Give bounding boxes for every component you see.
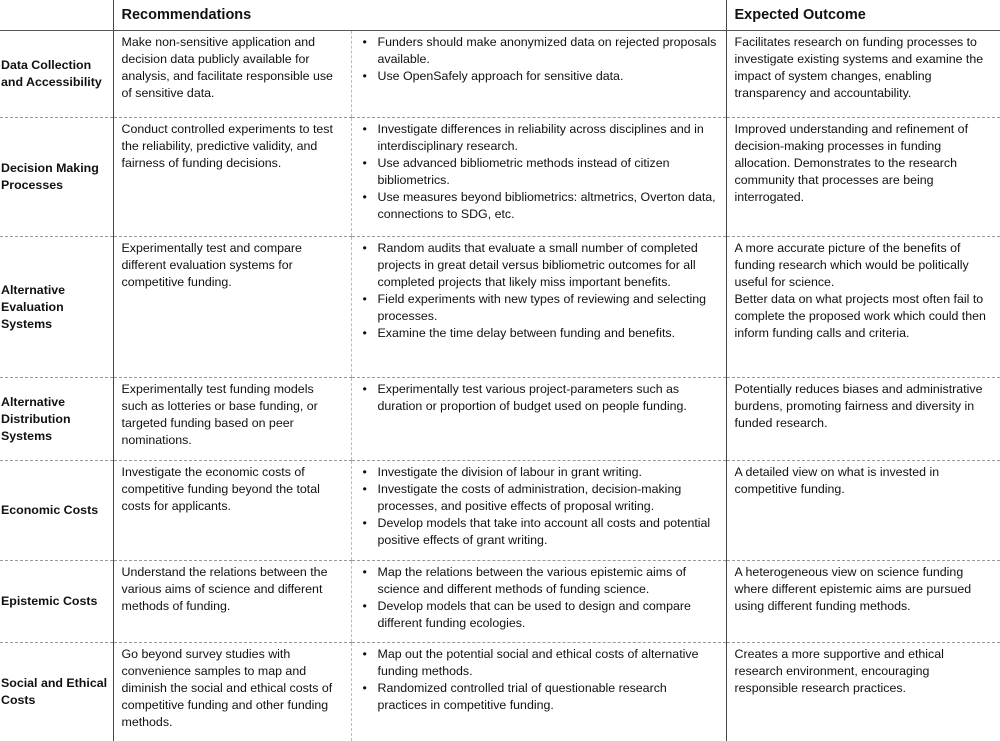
bullet-item: [362, 515, 718, 549]
bullet-text: Investigate the division of labour in grant writing.: [377, 465, 642, 479]
bullet-dot: •: [362, 647, 367, 661]
bullet-dot: •: [362, 156, 367, 170]
category-cell: Social and Ethical Costs: [0, 643, 113, 741]
recommendation-cell: Go beyond survey studies with convenience samples to map and diminish the social and ethical costs of competitive funding and other funding methods.: [121, 647, 333, 729]
bullet-dot: •: [362, 565, 367, 579]
bullet-list: [360, 564, 718, 632]
header-recommendations: Recommendations: [113, 0, 726, 31]
category-cell: Data Collection and Accessibility: [0, 31, 113, 118]
detail-bullets-cell: [351, 643, 726, 741]
bullet-dot: •: [362, 122, 367, 136]
outcome-cell: [726, 461, 1000, 561]
detail-bullets-cell: [351, 461, 726, 561]
bullet-dot: •: [362, 599, 367, 613]
table-row: [0, 237, 1000, 378]
recommendation-cell: Make non-sensitive application and decision data publicly available for analysis, and facilitate responsible use of sensitive data.: [113, 31, 351, 118]
bullet-list: [360, 464, 718, 549]
bullet-text: Use advanced bibliometric methods instead of citizen bibliometrics.: [377, 156, 670, 187]
category-cell: Decision Making Processes: [0, 118, 113, 237]
bullet-list: [360, 121, 718, 223]
bullet-item: [362, 68, 718, 85]
header-row: [0, 0, 1000, 31]
bullet-text: Random audits that evaluate a small number of completed projects in great detail versus bibliometric outcomes for all completed projects that likely miss important benefits.: [377, 241, 698, 289]
bullet-text: Develop models that can be used to design and compare different funding ecologies.: [377, 599, 691, 630]
bullet-dot: •: [362, 382, 367, 396]
bullet-list: [360, 381, 718, 415]
header-category: [0, 0, 113, 31]
bullet-item: [362, 155, 718, 189]
outcome-text: Facilitates research on funding processes to investigate existing systems and examine the impact of system changes, enabling transparency and accountability.: [734, 35, 984, 100]
bullet-item: [362, 598, 718, 632]
outcome-cell: [726, 237, 1000, 378]
bullet-text: Map out the potential social and ethical costs of alternative funding methods.: [377, 647, 699, 678]
bullet-text: Randomized controlled trial of questionable research practices in competitive funding.: [377, 681, 667, 712]
bullet-dot: •: [362, 465, 367, 479]
outcome-text: Better data on what projects most often fail to complete the proposed work which could then inform funding calls and criteria.: [734, 292, 986, 340]
outcome-text: Improved understanding and refinement of decision-making processes in funding allocation. Demonstrates to the research community that processes are being interrogated.: [734, 122, 969, 204]
bullet-dot: •: [362, 241, 367, 255]
bullet-item: [362, 464, 718, 481]
outcome-text: A detailed view on what is invested in competitive funding.: [734, 465, 940, 496]
outcome-cell: [726, 118, 1000, 237]
category-cell: Economic Costs: [0, 461, 113, 561]
bullet-item: [362, 121, 718, 155]
outcome-text: A heterogeneous view on science funding where different epistemic aims are pursued using different funding methods.: [734, 565, 972, 613]
bullet-item: [362, 680, 718, 714]
bullet-text: Investigate the costs of administration, decision-making processes, and positive effects of proposal writing.: [377, 482, 682, 513]
category-cell: Epistemic Costs: [0, 561, 113, 643]
bullet-dot: •: [362, 35, 367, 49]
bullet-dot: •: [362, 681, 367, 695]
table-row: [0, 461, 1000, 561]
recommendation-cell: Conduct controlled experiments to test the reliability, predictive validity, and fairness of funding decisions.: [113, 118, 351, 237]
bullet-dot: •: [362, 69, 367, 83]
outcome-cell: [726, 561, 1000, 643]
detail-bullets-cell: [351, 237, 726, 378]
bullet-text: Funders should make anonymized data on rejected proposals available.: [377, 35, 717, 66]
bullet-item: [362, 189, 718, 223]
bullet-text: Use OpenSafely approach for sensitive data.: [377, 69, 624, 83]
bullet-dot: •: [362, 516, 367, 530]
outcome-cell: [726, 378, 1000, 461]
category-cell: Alternative Evaluation Systems: [0, 237, 113, 378]
table-row: [0, 378, 1000, 461]
table-row: [0, 643, 1000, 741]
table-row: [0, 118, 1000, 237]
bullet-text: Investigate differences in reliability across disciplines and in interdisciplinary research.: [377, 122, 704, 153]
detail-bullets-cell: [351, 378, 726, 461]
bullet-item: [362, 291, 718, 325]
bullet-text: Map the relations between the various epistemic aims of science and different methods of funding science.: [377, 565, 687, 596]
bullet-dot: •: [362, 482, 367, 496]
detail-bullets-cell: [351, 118, 726, 237]
recommendation-cell: Experimentally test funding models such as lotteries or base funding, or targeted funding based on peer nominations.: [113, 378, 351, 461]
detail-bullets-cell: [351, 561, 726, 643]
outcome-text: Creates a more supportive and ethical research environment, encouraging responsible research practices.: [734, 647, 944, 695]
bullet-dot: •: [362, 326, 367, 340]
table-body: [0, 31, 1000, 741]
bullet-item: [362, 381, 718, 415]
bullet-dot: •: [362, 292, 367, 306]
table-row: [0, 31, 1000, 118]
recommendation-cell: Investigate the economic costs of competitive funding beyond the total costs for applicants.: [113, 461, 351, 561]
header-expected-outcome: Expected Outcome: [726, 0, 1000, 31]
bullet-item: [362, 646, 718, 680]
bullet-dot: •: [362, 190, 367, 204]
outcome-text: A more accurate picture of the benefits of funding research which would be politically useful for science.: [734, 241, 969, 289]
bullet-text: Field experiments with new types of reviewing and selecting processes.: [377, 292, 707, 323]
bullet-text: Examine the time delay between funding and benefits.: [377, 326, 676, 340]
outcome-cell: [726, 643, 1000, 741]
bullet-item: [362, 481, 718, 515]
table-row: [0, 561, 1000, 643]
bullet-list: [360, 646, 718, 714]
bullet-list: [360, 240, 718, 342]
bullet-text: Experimentally test various project-parameters such as duration or proportion of budget used on people funding.: [377, 382, 687, 413]
outcome-text: Potentially reduces biases and administrative burdens, promoting fairness and diversity in funded research.: [734, 382, 983, 430]
category-cell: Alternative Distribution Systems: [0, 378, 113, 461]
recommendation-cell: Understand the relations between the various aims of science and different methods of funding.: [113, 561, 351, 643]
bullet-item: [362, 34, 718, 68]
bullet-list: [360, 34, 718, 85]
bullet-item: [362, 240, 718, 291]
bullet-item: [362, 564, 718, 598]
bullet-text: Develop models that take into account all costs and potential positive effects of grant writing.: [377, 516, 711, 547]
detail-bullets-cell: [351, 31, 726, 118]
bullet-item: [362, 325, 718, 342]
bullet-text: Use measures beyond bibliometrics: altmetrics, Overton data, connections to SDG, etc.: [377, 190, 716, 221]
recommendation-cell: Experimentally test and compare different evaluation systems for competitive funding.: [113, 237, 351, 378]
outcome-cell: [726, 31, 1000, 118]
